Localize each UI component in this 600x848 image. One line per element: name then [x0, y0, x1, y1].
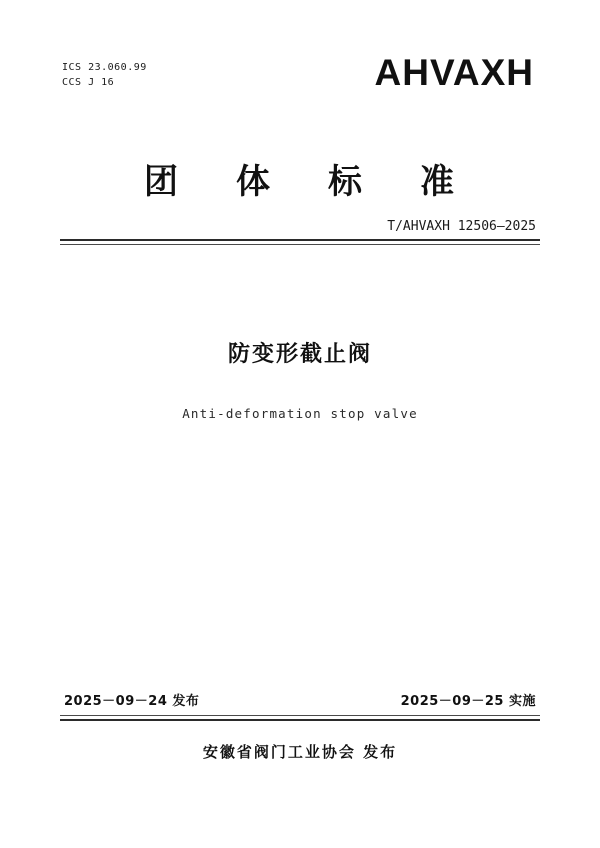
header-rule-thick: [60, 239, 540, 241]
document-title-cn: 防变形截止阀: [227, 342, 372, 367]
cover-footer: [60, 690, 540, 762]
standard-type-title: [60, 154, 540, 203]
issuer-abbreviation: AHVAXH: [374, 52, 534, 93]
header-rule-thin: [60, 244, 540, 245]
cover-header: [60, 40, 540, 140]
implementation-date: 2025－09－25 实施: [400, 694, 536, 709]
date-row: [60, 690, 540, 715]
footer-rule-thin: [60, 715, 540, 716]
document-title-en: Anti-deformation stop valve: [182, 406, 418, 421]
title-char-1: 团: [144, 162, 180, 202]
footer-rule-thick: [60, 719, 540, 721]
publisher-name: 安徽省阀门工业协会 发布: [202, 743, 398, 761]
classification-codes: [62, 60, 147, 90]
ccs-code: CCS J 16: [62, 77, 115, 88]
title-block: [60, 337, 540, 421]
cover-sheet: [60, 40, 540, 800]
title-char-2: 体: [236, 162, 272, 202]
ics-code: ICS 23.060.99: [62, 62, 147, 73]
standard-number: T/AHVAXH 12506—2025: [387, 219, 536, 234]
title-char-4: 准: [420, 162, 456, 202]
title-char-3: 标: [328, 162, 364, 202]
issue-date: 2025－09－24 发布: [64, 694, 200, 709]
